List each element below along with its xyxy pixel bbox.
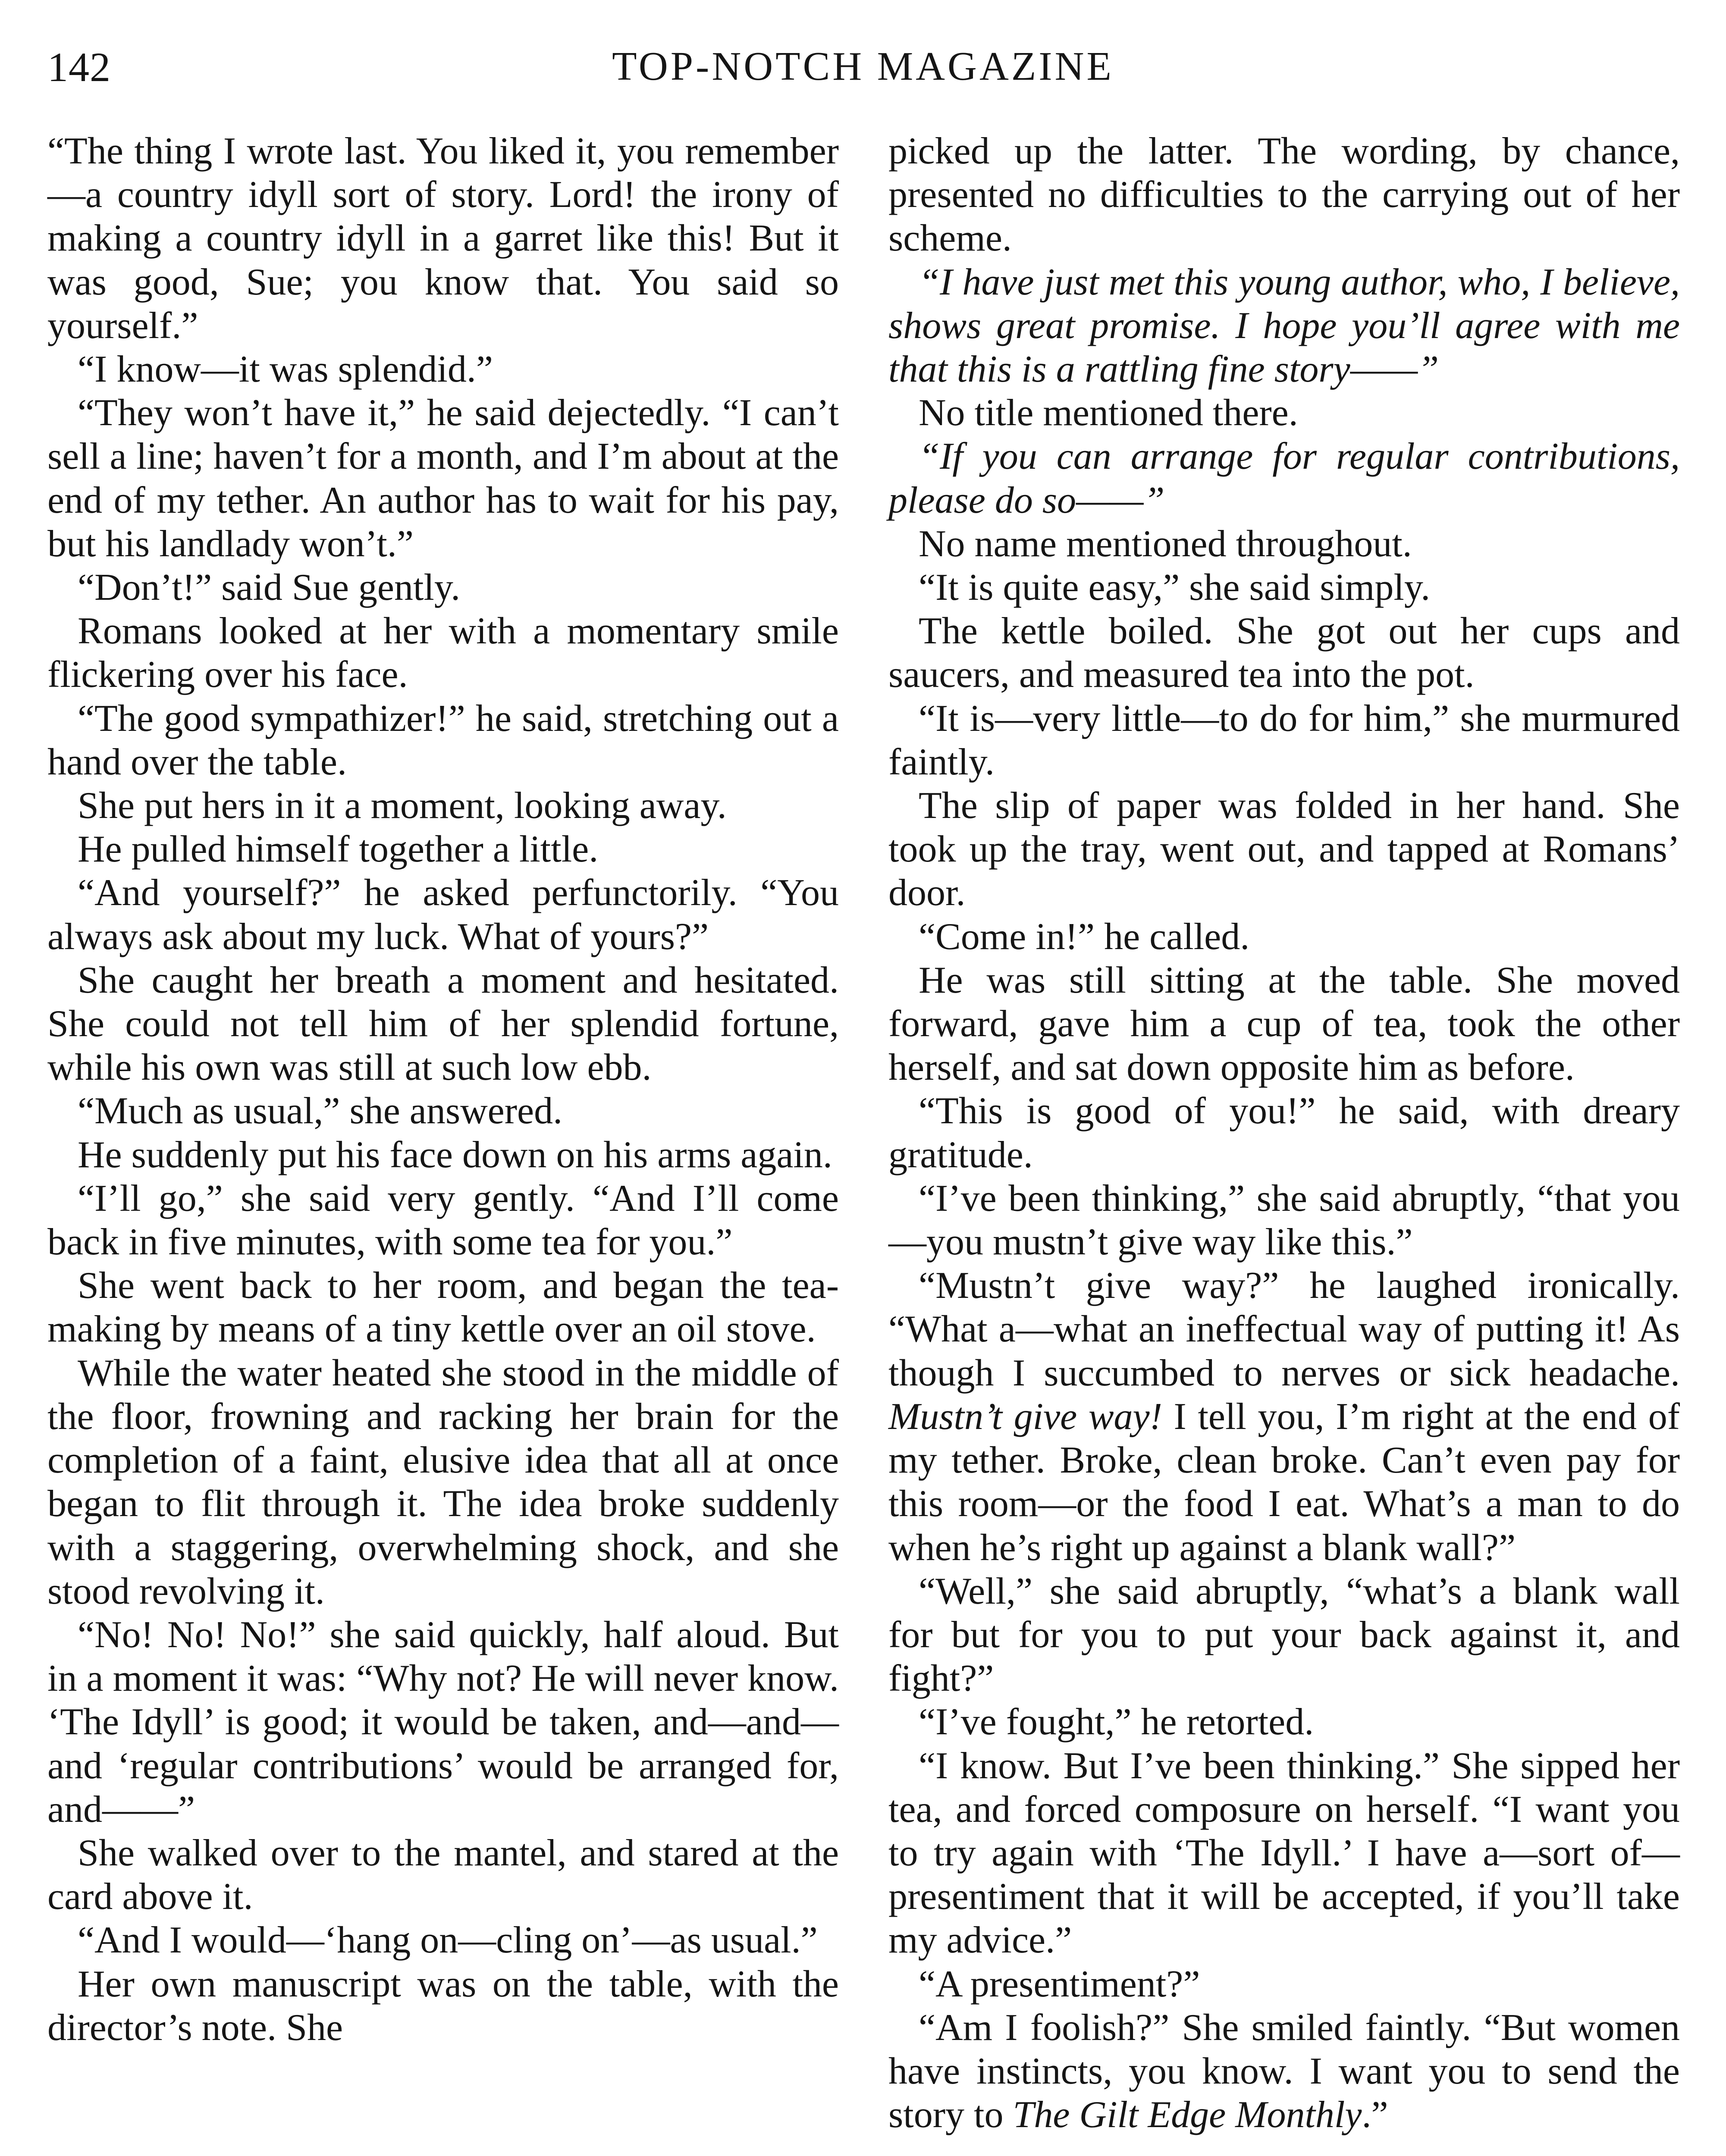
paragraph bbox=[888, 1264, 1680, 1569]
letter-quote: “I have just met this young author, who, I believe, shows great promise. I hope you’ll agree with me that this is a rattling fine story——” bbox=[888, 261, 1680, 391]
paragraph: She caught her breath a moment and hesitated. She could not tell him of her splendid fortune, while his own was still at such low ebb. bbox=[47, 959, 839, 1089]
paragraph: “I’ve been thinking,” she said abruptly, “that you—you mustn’t give way like this.” bbox=[888, 1177, 1680, 1263]
paragraph: “It is quite easy,” she said simply. bbox=[919, 567, 1431, 609]
paragraph: “Come in!” he called. bbox=[919, 915, 1250, 958]
page-number: 142 bbox=[47, 44, 111, 90]
italic-title: The Gilt Edge Monthly bbox=[1013, 2094, 1362, 2136]
paragraph bbox=[888, 2006, 1680, 2137]
paragraph: “I’ll go,” she said very gently. “And I’ll come back in five minutes, with some tea for you.” bbox=[47, 1177, 839, 1263]
paragraph: “This is good of you!” he said, with dreary gratitude. bbox=[888, 1090, 1680, 1176]
paragraph: He was still sitting at the table. She moved forward, gave him a cup of tea, took the other herself, and sat down opposite him as before. bbox=[888, 959, 1680, 1089]
text-run: I tell you, I’m right at the end of my tether. Broke, clean broke. Can’t even pay for this room—or the food I eat. What’s a man to do when he’s right up against a blank wall?” bbox=[888, 1395, 1680, 1569]
paragraph: “The good sympathizer!” he said, stretching out a hand over the table. bbox=[47, 697, 839, 783]
paragraph: She went back to her room, and began the tea-making by means of a tiny kettle over an oil stove. bbox=[47, 1265, 839, 1351]
paragraph: “I know. But I’ve been thinking.” She sipped her tea, and forced composure on herself. “I want you to try again with ‘The Idyll.’ I have a—sort of—presentiment that it will be accepted, if you’ll take my advice.” bbox=[888, 1745, 1680, 1962]
paragraph: “They won’t have it,” he said dejectedly. “I can’t sell a line; haven’t for a month, and I’m about at the end of my tether. An author has to wait for his pay, but his landlady won’t.” bbox=[47, 392, 839, 565]
paragraph: Her own manuscript was on the table, with the director’s note. She bbox=[47, 1963, 839, 2049]
paragraph: He suddenly put his face down on his arms again. bbox=[78, 1134, 832, 1176]
paragraph: “And I would—‘hang on—cling on’—as usual.” bbox=[78, 1919, 818, 1962]
paragraph: The kettle boiled. She got out her cups and saucers, and measured tea into the pot. bbox=[888, 610, 1680, 696]
paragraph: “I know—it was splendid.” bbox=[78, 348, 493, 391]
paragraph: While the water heated she stood in the middle of the floor, frowning and racking her brain for the completion of a faint, elusive idea that all at once began to flit through it. The idea broke suddenly with a staggering, overwhelming shock, and she stood revolving it. bbox=[47, 1352, 839, 1612]
paragraph: “And yourself?” he asked perfunctorily. “You always ask about my luck. What of yours?” bbox=[47, 872, 839, 958]
paragraph: She walked over to the mantel, and stared at the card above it. bbox=[47, 1832, 839, 1918]
left-column bbox=[47, 129, 839, 2049]
paragraph: No name mentioned throughout. bbox=[919, 523, 1412, 565]
paragraph: “I’ve fought,” he retorted. bbox=[919, 1701, 1314, 1743]
paragraph: “It is—very little—to do for him,” she murmured faintly. bbox=[888, 697, 1680, 783]
letter-quote: “If you can arrange for regular contributions, please do so——” bbox=[888, 436, 1680, 521]
page-header bbox=[47, 43, 1679, 95]
running-head: TOP-NOTCH MAGAZINE bbox=[612, 44, 1114, 89]
paragraph: Romans looked at her with a momentary smile flickering over his face. bbox=[47, 610, 839, 696]
paragraph: “Don’t!” said Sue gently. bbox=[78, 567, 461, 609]
paragraph: “Much as usual,” she answered. bbox=[78, 1090, 563, 1132]
paragraph: “Well,” she said abruptly, “what’s a blank wall for but for you to put your back against it, and fight?” bbox=[888, 1570, 1680, 1700]
paragraph: She put hers in it a moment, looking away. bbox=[78, 785, 727, 827]
text-run: “Am I foolish?” She smiled faintly. “But women have instincts, you know. I want you to send the story to bbox=[888, 2006, 1680, 2136]
italic-phrase: Mustn’t give way! bbox=[888, 1395, 1162, 1438]
paragraph: “A presentiment?” bbox=[919, 1963, 1200, 2005]
paragraph: He pulled himself together a little. bbox=[78, 828, 599, 871]
text-run: “Mustn’t give way?” he laughed ironically. “What a—what an ineffectual way of putting it! As though I succumbed to nerves or sick headache. bbox=[888, 1265, 1680, 1394]
paragraph: “The thing I wrote last. You liked it, you remember—a country idyll sort of story. Lord! the irony of making a country idyll in a garret like this! But it was good, Sue; you know that. You said so yourself.” bbox=[47, 130, 839, 347]
paragraph: No title mentioned there. bbox=[919, 392, 1298, 434]
paragraph: picked up the latter. The wording, by chance, presented no difficulties to the carrying out of her scheme. bbox=[888, 130, 1680, 260]
right-column bbox=[888, 129, 1680, 2137]
paragraph: “No! No! No!” she said quickly, half aloud. But in a moment it was: “Why not? He will never know. ‘The Idyll’ is good; it would be taken, and—and—and ‘regular contributions’ would be arranged for, and——” bbox=[47, 1614, 839, 1830]
text-run: .” bbox=[1362, 2094, 1388, 2136]
paragraph: The slip of paper was folded in her hand. She took up the tray, went out, and tapped at Romans’ door. bbox=[888, 785, 1680, 914]
